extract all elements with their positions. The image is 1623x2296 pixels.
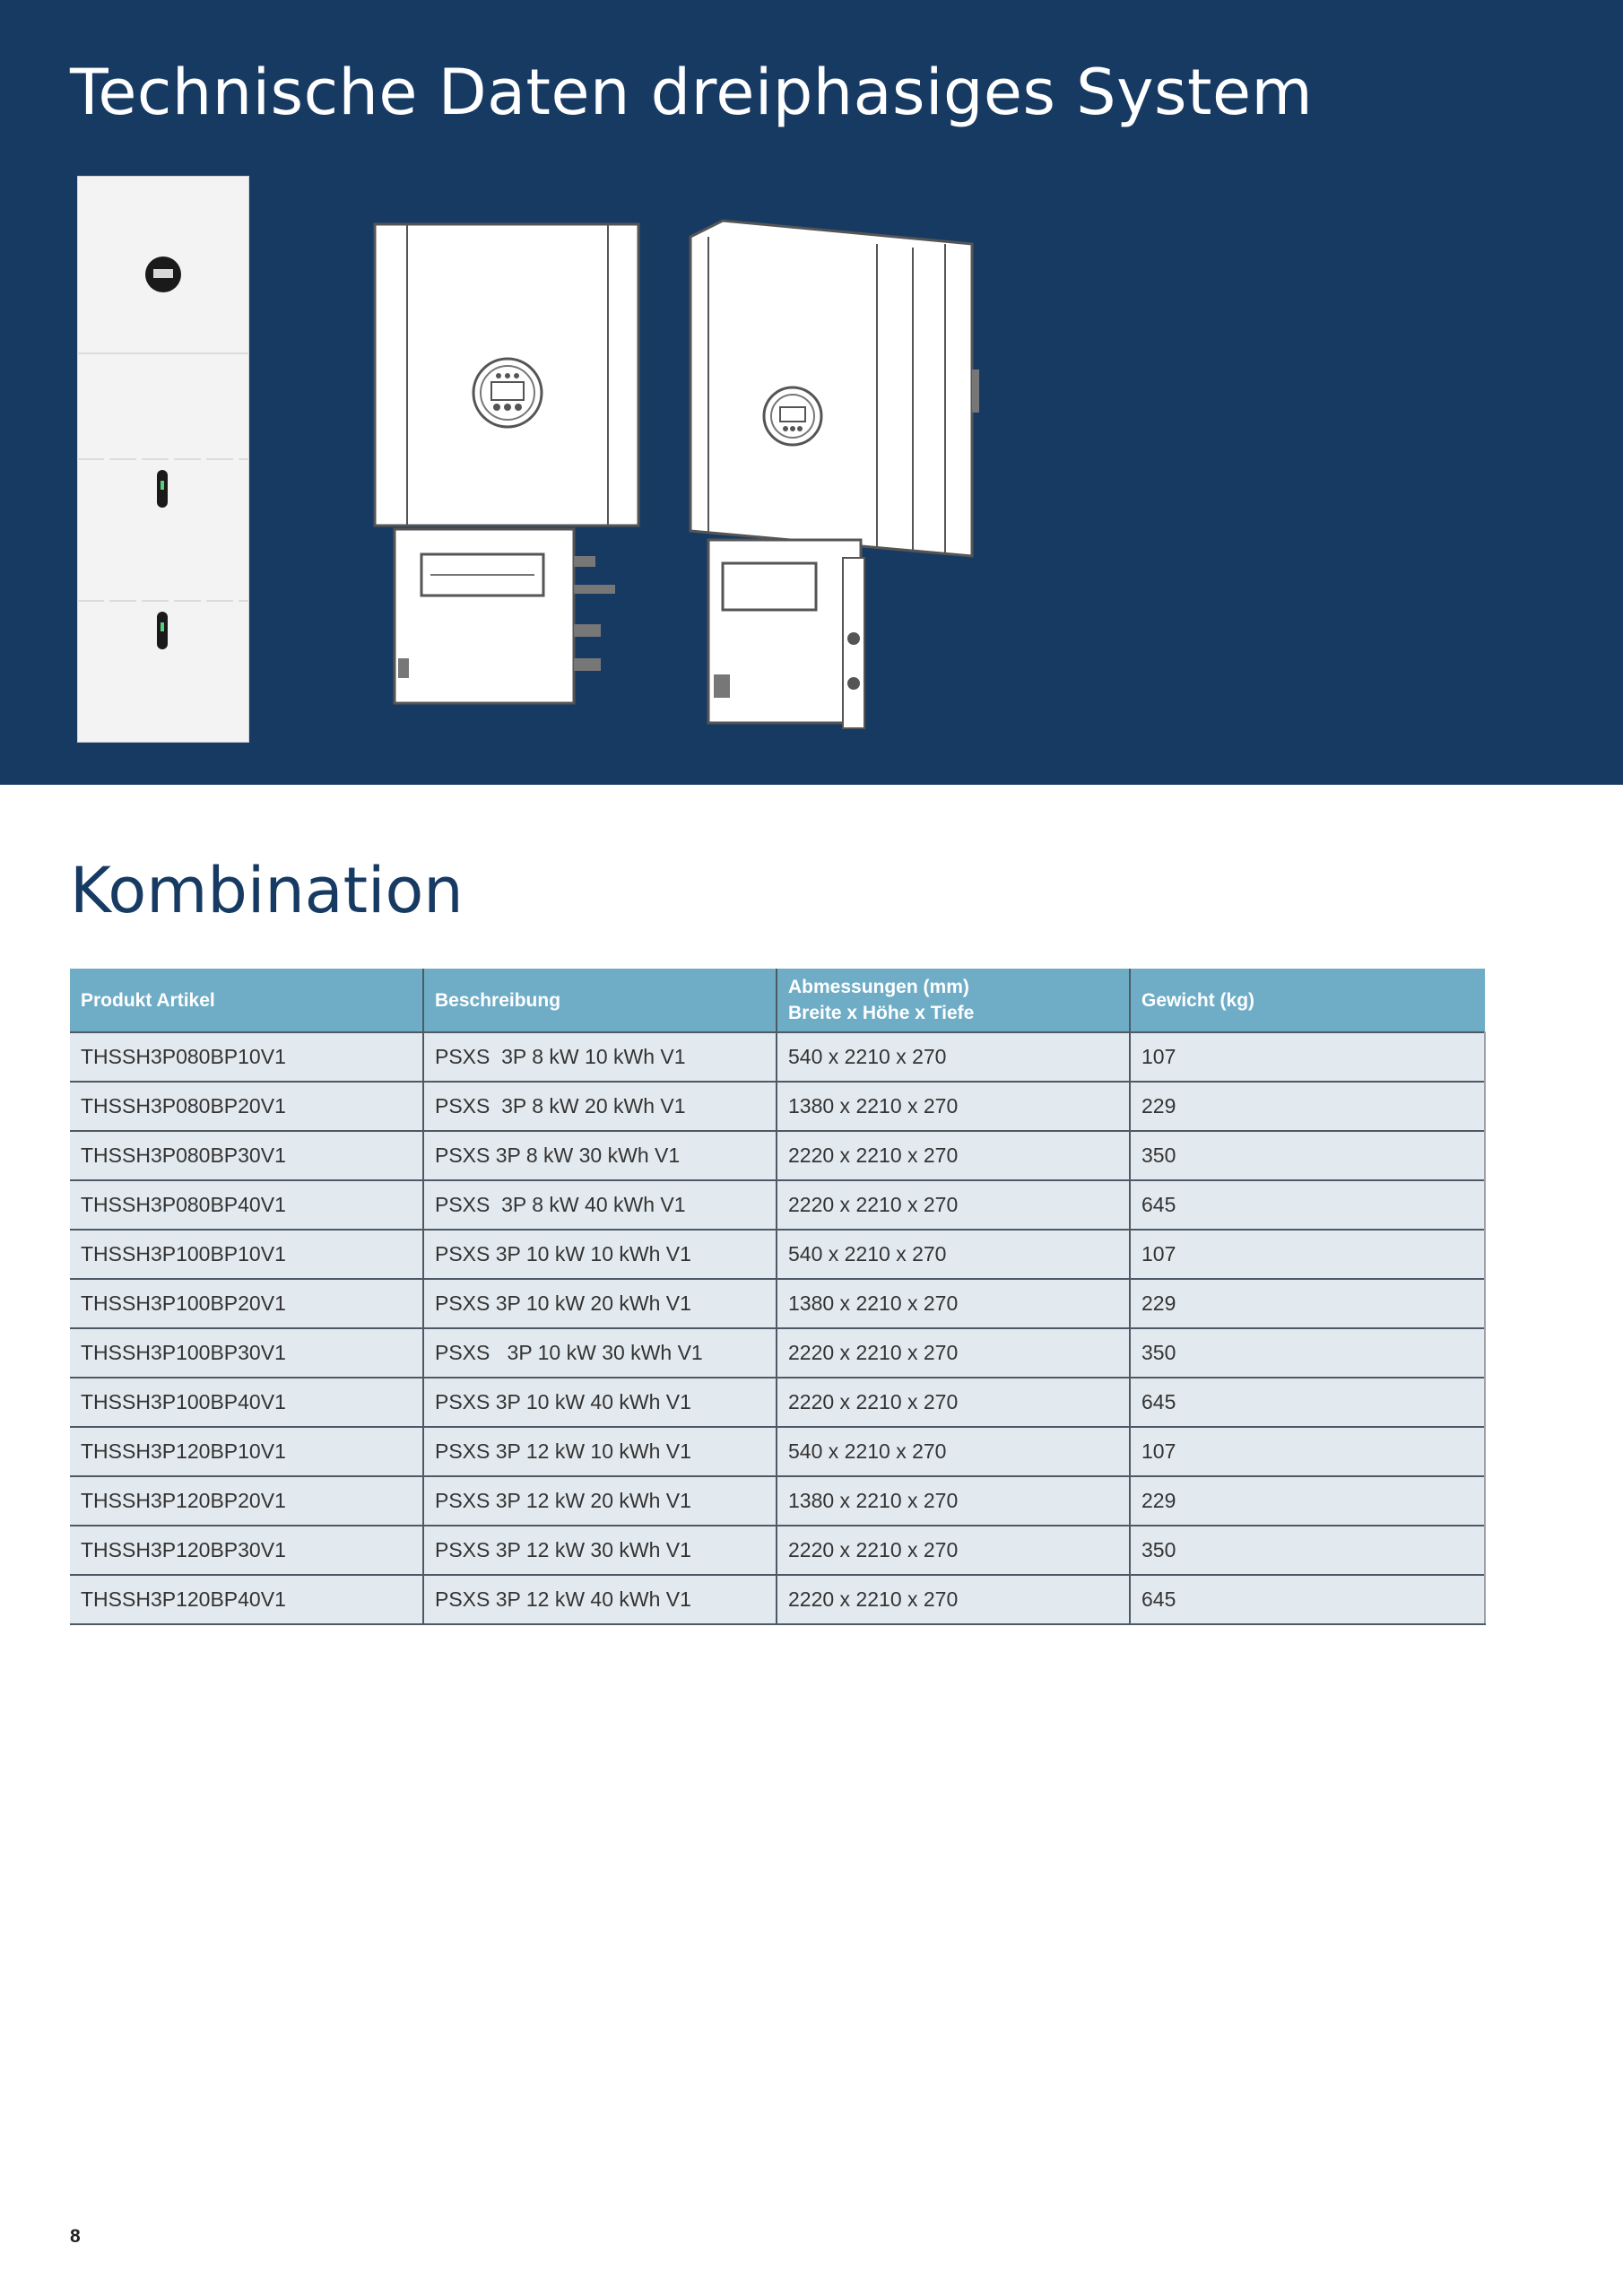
dimensions-cell: 540 x 2210 x 270 <box>777 1427 1130 1476</box>
column-header-label: Produkt Artikel <box>81 989 215 1011</box>
product-article-cell: THSSH3P100BP30V1 <box>70 1328 423 1378</box>
header-banner <box>0 0 1623 785</box>
column-header-label: Abmessungen (mm) <box>788 977 969 997</box>
column-header-label: Beschreibung <box>435 989 561 1011</box>
product-article-cell: THSSH3P120BP20V1 <box>70 1476 423 1526</box>
weight-cell: 350 <box>1130 1328 1485 1378</box>
dimensions-cell: 540 x 2210 x 270 <box>777 1032 1130 1082</box>
description-cell: PSXS 3P 12 kW 10 kWh V1 <box>423 1427 777 1476</box>
page-number: 8 <box>70 2226 81 2247</box>
dimensions-cell: 2220 x 2210 x 270 <box>777 1131 1130 1180</box>
column-header <box>423 969 777 1032</box>
table-row <box>70 1082 1485 1131</box>
table-row <box>70 1427 1485 1476</box>
product-article-cell: THSSH3P080BP40V1 <box>70 1180 423 1230</box>
dimensions-cell: 540 x 2210 x 270 <box>777 1230 1130 1279</box>
weight-cell: 107 <box>1130 1427 1485 1476</box>
table-row <box>70 1476 1485 1526</box>
weight-cell: 229 <box>1130 1279 1485 1328</box>
section-title: Kombination <box>70 854 464 927</box>
description-cell: PSXS 3P 8 kW 10 kWh V1 <box>423 1032 777 1082</box>
description-cell: PSXS 3P 10 kW 10 kWh V1 <box>423 1230 777 1279</box>
product-article-cell: THSSH3P100BP20V1 <box>70 1279 423 1328</box>
table-header-row <box>70 969 1485 1032</box>
description-cell: PSXS 3P 12 kW 30 kWh V1 <box>423 1526 777 1575</box>
description-cell: PSXS 3P 10 kW 30 kWh V1 <box>423 1328 777 1378</box>
product-article-cell: THSSH3P120BP30V1 <box>70 1526 423 1575</box>
weight-cell: 107 <box>1130 1230 1485 1279</box>
combination-table <box>70 969 1486 1625</box>
table-row <box>70 1328 1485 1378</box>
description-cell: PSXS 3P 8 kW 40 kWh V1 <box>423 1180 777 1230</box>
table-row <box>70 1180 1485 1230</box>
dimensions-cell: 1380 x 2210 x 270 <box>777 1279 1130 1328</box>
product-article-cell: THSSH3P120BP10V1 <box>70 1427 423 1476</box>
product-article-cell: THSSH3P100BP10V1 <box>70 1230 423 1279</box>
inverter-front-image <box>371 222 642 707</box>
description-cell: PSXS 3P 10 kW 20 kWh V1 <box>423 1279 777 1328</box>
weight-cell: 645 <box>1130 1378 1485 1427</box>
description-cell: PSXS 3P 12 kW 40 kWh V1 <box>423 1575 777 1624</box>
table-row <box>70 1131 1485 1180</box>
description-cell: PSXS 3P 8 kW 20 kWh V1 <box>423 1082 777 1131</box>
table-row <box>70 1230 1485 1279</box>
column-header <box>70 969 423 1032</box>
product-article-cell: THSSH3P080BP10V1 <box>70 1032 423 1082</box>
dimensions-cell: 2220 x 2210 x 270 <box>777 1328 1130 1378</box>
weight-cell: 229 <box>1130 1476 1485 1526</box>
table-row <box>70 1378 1485 1427</box>
battery-tower-image <box>77 176 249 743</box>
product-article-cell: THSSH3P080BP30V1 <box>70 1131 423 1180</box>
column-header-sublabel: Breite x Höhe x Tiefe <box>788 1003 975 1023</box>
weight-cell: 645 <box>1130 1180 1485 1230</box>
product-article-cell: THSSH3P080BP20V1 <box>70 1082 423 1131</box>
description-cell: PSXS 3P 12 kW 20 kWh V1 <box>423 1476 777 1526</box>
weight-cell: 350 <box>1130 1131 1485 1180</box>
table-row <box>70 1279 1485 1328</box>
description-cell: PSXS 3P 10 kW 40 kWh V1 <box>423 1378 777 1427</box>
weight-cell: 229 <box>1130 1082 1485 1131</box>
product-article-cell: THSSH3P100BP40V1 <box>70 1378 423 1427</box>
weight-cell: 350 <box>1130 1526 1485 1575</box>
description-cell: PSXS 3P 8 kW 30 kWh V1 <box>423 1131 777 1180</box>
table-row <box>70 1032 1485 1082</box>
table-body <box>70 1032 1485 1624</box>
product-article-cell: THSSH3P120BP40V1 <box>70 1575 423 1624</box>
dimensions-cell: 2220 x 2210 x 270 <box>777 1180 1130 1230</box>
weight-cell: 645 <box>1130 1575 1485 1624</box>
dimensions-cell: 1380 x 2210 x 270 <box>777 1082 1130 1131</box>
dimensions-cell: 2220 x 2210 x 270 <box>777 1526 1130 1575</box>
column-header-label: Gewicht (kg) <box>1141 989 1255 1011</box>
column-header <box>1130 969 1485 1032</box>
dimensions-cell: 2220 x 2210 x 270 <box>777 1575 1130 1624</box>
dimensions-cell: 1380 x 2210 x 270 <box>777 1476 1130 1526</box>
inverter-angled-image <box>687 217 983 737</box>
weight-cell: 107 <box>1130 1032 1485 1082</box>
table-row <box>70 1526 1485 1575</box>
page-title: Technische Daten dreiphasiges System <box>70 56 1314 129</box>
dimensions-cell: 2220 x 2210 x 270 <box>777 1378 1130 1427</box>
table-row <box>70 1575 1485 1624</box>
column-header <box>777 969 1130 1032</box>
